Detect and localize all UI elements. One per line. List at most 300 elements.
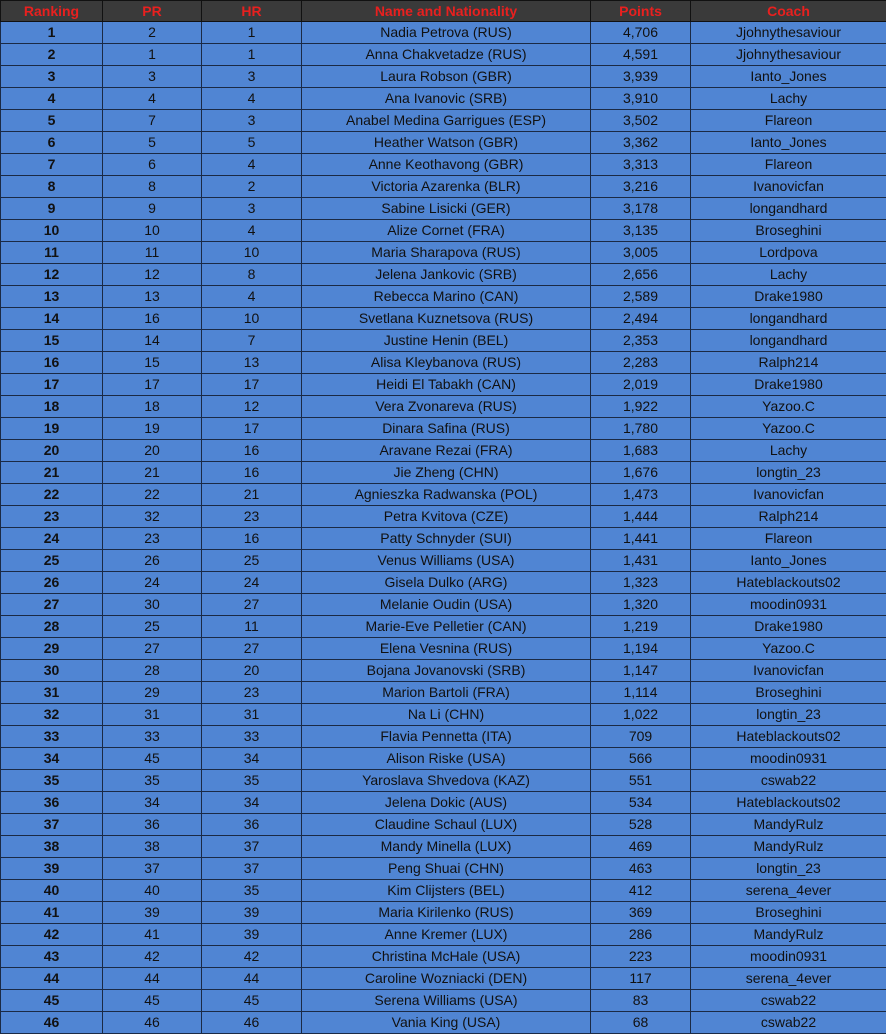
pr-cell: 27: [103, 638, 202, 660]
ranking-cell: 16: [1, 352, 103, 374]
points-cell: 3,178: [591, 198, 691, 220]
points-cell: 709: [591, 726, 691, 748]
pr-cell: 13: [103, 286, 202, 308]
points-cell: 2,283: [591, 352, 691, 374]
player-name-cell: Heather Watson (GBR): [302, 132, 591, 154]
ranking-cell: 43: [1, 946, 103, 968]
player-name-cell: Peng Shuai (CHN): [302, 858, 591, 880]
table-row: [1, 814, 886, 836]
points-cell: 286: [591, 924, 691, 946]
hr-cell: 39: [202, 902, 302, 924]
coach-column-header: Coach: [691, 1, 886, 22]
player-name-cell: Alisa Kleybanova (RUS): [302, 352, 591, 374]
coach-cell: longtin_23: [691, 858, 886, 880]
coach-cell: Ianto_Jones: [691, 66, 886, 88]
player-name-cell: Marie-Eve Pelletier (CAN): [302, 616, 591, 638]
player-name-cell: Serena Williams (USA): [302, 990, 591, 1012]
table-row: [1, 572, 886, 594]
table-row: [1, 968, 886, 990]
table-row: [1, 858, 886, 880]
points-cell: 551: [591, 770, 691, 792]
pr-cell: 46: [103, 1012, 202, 1034]
pr-cell: 25: [103, 616, 202, 638]
table-row: [1, 550, 886, 572]
coach-cell: Yazoo.C: [691, 396, 886, 418]
player-name-cell: Venus Williams (USA): [302, 550, 591, 572]
hr-cell: 16: [202, 462, 302, 484]
table-row: [1, 198, 886, 220]
table-row: [1, 396, 886, 418]
ranking-cell: 2: [1, 44, 103, 66]
player-name-cell: Alison Riske (USA): [302, 748, 591, 770]
table-row: [1, 132, 886, 154]
hr-cell: 45: [202, 990, 302, 1012]
ranking-cell: 19: [1, 418, 103, 440]
points-cell: 412: [591, 880, 691, 902]
ranking-cell: 5: [1, 110, 103, 132]
points-cell: 534: [591, 792, 691, 814]
hr-cell: 11: [202, 616, 302, 638]
hr-cell: 39: [202, 924, 302, 946]
ranking-cell: 37: [1, 814, 103, 836]
hr-cell: 2: [202, 176, 302, 198]
points-cell: 463: [591, 858, 691, 880]
ranking-cell: 21: [1, 462, 103, 484]
hr-cell: 4: [202, 220, 302, 242]
player-name-cell: Jie Zheng (CHN): [302, 462, 591, 484]
pr-cell: 16: [103, 308, 202, 330]
coach-cell: Ianto_Jones: [691, 550, 886, 572]
player-name-cell: Anne Keothavong (GBR): [302, 154, 591, 176]
hr-cell: 17: [202, 418, 302, 440]
player-name-cell: Vania King (USA): [302, 1012, 591, 1034]
pr-cell: 24: [103, 572, 202, 594]
hr-cell: 3: [202, 66, 302, 88]
ranking-cell: 33: [1, 726, 103, 748]
ranking-cell: 23: [1, 506, 103, 528]
pr-cell: 36: [103, 814, 202, 836]
table-row: [1, 154, 886, 176]
coach-cell: longandhard: [691, 198, 886, 220]
pr-cell: 28: [103, 660, 202, 682]
points-cell: 2,494: [591, 308, 691, 330]
player-name-cell: Caroline Wozniacki (DEN): [302, 968, 591, 990]
table-body: [1, 22, 886, 1034]
coach-cell: Hateblackouts02: [691, 726, 886, 748]
ranking-cell: 18: [1, 396, 103, 418]
ranking-cell: 6: [1, 132, 103, 154]
hr-cell: 10: [202, 308, 302, 330]
hr-cell: 10: [202, 242, 302, 264]
coach-cell: moodin0931: [691, 748, 886, 770]
points-cell: 1,323: [591, 572, 691, 594]
hr-cell: 23: [202, 682, 302, 704]
points-cell: 3,313: [591, 154, 691, 176]
ranking-cell: 25: [1, 550, 103, 572]
hr-cell: 35: [202, 880, 302, 902]
coach-cell: MandyRulz: [691, 836, 886, 858]
player-name-cell: Elena Vesnina (RUS): [302, 638, 591, 660]
table-row: [1, 440, 886, 462]
player-name-cell: Marion Bartoli (FRA): [302, 682, 591, 704]
hr-cell: 35: [202, 770, 302, 792]
coach-cell: moodin0931: [691, 946, 886, 968]
hr-cell: 25: [202, 550, 302, 572]
coach-cell: Ianto_Jones: [691, 132, 886, 154]
pr-cell: 42: [103, 946, 202, 968]
ranking-cell: 45: [1, 990, 103, 1012]
points-cell: 1,219: [591, 616, 691, 638]
table-row: [1, 528, 886, 550]
player-name-cell: Anna Chakvetadze (RUS): [302, 44, 591, 66]
hr-cell: 36: [202, 814, 302, 836]
coach-cell: longtin_23: [691, 704, 886, 726]
pr-cell: 44: [103, 968, 202, 990]
table-row: [1, 286, 886, 308]
points-cell: 83: [591, 990, 691, 1012]
table-row: [1, 704, 886, 726]
points-cell: 469: [591, 836, 691, 858]
coach-cell: Flareon: [691, 154, 886, 176]
points-cell: 2,353: [591, 330, 691, 352]
hr-cell: 42: [202, 946, 302, 968]
player-name-cell: Rebecca Marino (CAN): [302, 286, 591, 308]
player-name-cell: Dinara Safina (RUS): [302, 418, 591, 440]
hr-cell: 27: [202, 594, 302, 616]
ranking-cell: 32: [1, 704, 103, 726]
pr-cell: 19: [103, 418, 202, 440]
hr-cell: 21: [202, 484, 302, 506]
hr-cell: 27: [202, 638, 302, 660]
points-cell: 2,656: [591, 264, 691, 286]
coach-cell: Jjohnythesaviour: [691, 22, 886, 44]
player-name-cell: Jelena Jankovic (SRB): [302, 264, 591, 286]
player-name-cell: Kim Clijsters (BEL): [302, 880, 591, 902]
coach-cell: Drake1980: [691, 374, 886, 396]
coach-cell: Flareon: [691, 528, 886, 550]
hr-cell: 4: [202, 154, 302, 176]
pr-cell: 3: [103, 66, 202, 88]
table-row: [1, 924, 886, 946]
points-cell: 4,706: [591, 22, 691, 44]
pr-cell: 29: [103, 682, 202, 704]
table-row: [1, 902, 886, 924]
table-row: [1, 418, 886, 440]
coach-cell: Ivanovicfan: [691, 484, 886, 506]
points-cell: 3,502: [591, 110, 691, 132]
hr-cell: 33: [202, 726, 302, 748]
hr-cell: 17: [202, 374, 302, 396]
hr-cell: 20: [202, 660, 302, 682]
table-row: [1, 616, 886, 638]
points-cell: 4,591: [591, 44, 691, 66]
table-row: [1, 220, 886, 242]
coach-cell: MandyRulz: [691, 924, 886, 946]
table-row: [1, 308, 886, 330]
pr-cell: 23: [103, 528, 202, 550]
pr-cell: 9: [103, 198, 202, 220]
ranking-cell: 26: [1, 572, 103, 594]
coach-cell: Hateblackouts02: [691, 792, 886, 814]
player-name-cell: Anabel Medina Garrigues (ESP): [302, 110, 591, 132]
pr-cell: 4: [103, 88, 202, 110]
table-row: [1, 462, 886, 484]
pr-cell: 6: [103, 154, 202, 176]
hr-cell: 37: [202, 858, 302, 880]
table-row: [1, 264, 886, 286]
ranking-cell: 17: [1, 374, 103, 396]
hr-cell: 16: [202, 440, 302, 462]
coach-cell: cswab22: [691, 770, 886, 792]
player-name-cell: Aravane Rezai (FRA): [302, 440, 591, 462]
hr-cell: 16: [202, 528, 302, 550]
hr-cell: 31: [202, 704, 302, 726]
points-cell: 3,910: [591, 88, 691, 110]
hr-cell: 8: [202, 264, 302, 286]
table-row: [1, 660, 886, 682]
ranking-cell: 29: [1, 638, 103, 660]
pr-cell: 26: [103, 550, 202, 572]
player-name-cell: Petra Kvitova (CZE): [302, 506, 591, 528]
table-row: [1, 66, 886, 88]
coach-cell: cswab22: [691, 1012, 886, 1034]
table-row: [1, 484, 886, 506]
points-cell: 1,431: [591, 550, 691, 572]
pr-cell: 20: [103, 440, 202, 462]
points-cell: 3,216: [591, 176, 691, 198]
table-row: [1, 770, 886, 792]
ranking-cell: 34: [1, 748, 103, 770]
player-name-cell: Yaroslava Shvedova (KAZ): [302, 770, 591, 792]
pr-cell: 2: [103, 22, 202, 44]
pr-cell: 12: [103, 264, 202, 286]
points-cell: 1,683: [591, 440, 691, 462]
coach-cell: Broseghini: [691, 682, 886, 704]
ranking-cell: 31: [1, 682, 103, 704]
coach-cell: Drake1980: [691, 616, 886, 638]
hr-cell: 4: [202, 286, 302, 308]
hr-cell: 7: [202, 330, 302, 352]
ranking-cell: 39: [1, 858, 103, 880]
coach-cell: longandhard: [691, 330, 886, 352]
pr-cell: 30: [103, 594, 202, 616]
coach-cell: Drake1980: [691, 286, 886, 308]
ranking-cell: 41: [1, 902, 103, 924]
hr-cell: 3: [202, 198, 302, 220]
ranking-cell: 38: [1, 836, 103, 858]
player-name-cell: Patty Schnyder (SUI): [302, 528, 591, 550]
pr-cell: 32: [103, 506, 202, 528]
table-header: [1, 1, 886, 22]
ranking-cell: 24: [1, 528, 103, 550]
ranking-cell: 40: [1, 880, 103, 902]
pr-cell: 15: [103, 352, 202, 374]
points-column-header: Points: [591, 1, 691, 22]
hr-cell: 23: [202, 506, 302, 528]
hr-cell: 44: [202, 968, 302, 990]
points-cell: 1,320: [591, 594, 691, 616]
points-cell: 528: [591, 814, 691, 836]
points-cell: 223: [591, 946, 691, 968]
points-cell: 1,780: [591, 418, 691, 440]
pr-column-header: PR: [103, 1, 202, 22]
ranking-cell: 13: [1, 286, 103, 308]
player-name-cell: Anne Kremer (LUX): [302, 924, 591, 946]
ranking-cell: 11: [1, 242, 103, 264]
table-row: [1, 726, 886, 748]
pr-cell: 10: [103, 220, 202, 242]
player-name-cell: Christina McHale (USA): [302, 946, 591, 968]
player-name-cell: Alize Cornet (FRA): [302, 220, 591, 242]
hr-cell: 12: [202, 396, 302, 418]
player-name-cell: Melanie Oudin (USA): [302, 594, 591, 616]
ranking-cell: 4: [1, 88, 103, 110]
ranking-cell: 20: [1, 440, 103, 462]
table-row: [1, 22, 886, 44]
player-name-cell: Victoria Azarenka (BLR): [302, 176, 591, 198]
ranking-cell: 10: [1, 220, 103, 242]
points-cell: 3,135: [591, 220, 691, 242]
player-name-cell: Laura Robson (GBR): [302, 66, 591, 88]
pr-cell: 22: [103, 484, 202, 506]
pr-cell: 17: [103, 374, 202, 396]
player-name-cell: Justine Henin (BEL): [302, 330, 591, 352]
ranking-cell: 46: [1, 1012, 103, 1034]
coach-cell: Ralph214: [691, 352, 886, 374]
hr-cell: 46: [202, 1012, 302, 1034]
ranking-column-header: Ranking: [1, 1, 103, 22]
player-name-cell: Mandy Minella (LUX): [302, 836, 591, 858]
points-cell: 369: [591, 902, 691, 924]
player-name-cell: Jelena Dokic (AUS): [302, 792, 591, 814]
coach-cell: longtin_23: [691, 462, 886, 484]
pr-cell: 39: [103, 902, 202, 924]
table-row: [1, 836, 886, 858]
player-name-cell: Maria Sharapova (RUS): [302, 242, 591, 264]
table-row: [1, 330, 886, 352]
hr-cell: 1: [202, 22, 302, 44]
header-row: [1, 1, 886, 22]
player-name-cell: Bojana Jovanovski (SRB): [302, 660, 591, 682]
ranking-cell: 12: [1, 264, 103, 286]
coach-cell: Broseghini: [691, 902, 886, 924]
ranking-cell: 9: [1, 198, 103, 220]
points-cell: 1,473: [591, 484, 691, 506]
table-row: [1, 682, 886, 704]
points-cell: 566: [591, 748, 691, 770]
hr-cell: 4: [202, 88, 302, 110]
player-name-cell: Ana Ivanovic (SRB): [302, 88, 591, 110]
ranking-cell: 35: [1, 770, 103, 792]
hr-cell: 24: [202, 572, 302, 594]
pr-cell: 35: [103, 770, 202, 792]
pr-cell: 1: [103, 44, 202, 66]
pr-cell: 41: [103, 924, 202, 946]
player-name-cell: Maria Kirilenko (RUS): [302, 902, 591, 924]
table-row: [1, 352, 886, 374]
coach-cell: cswab22: [691, 990, 886, 1012]
table-row: [1, 748, 886, 770]
pr-cell: 5: [103, 132, 202, 154]
points-cell: 3,939: [591, 66, 691, 88]
points-cell: 1,022: [591, 704, 691, 726]
player-name-cell: Claudine Schaul (LUX): [302, 814, 591, 836]
ranking-cell: 27: [1, 594, 103, 616]
table-row: [1, 946, 886, 968]
coach-cell: Ralph214: [691, 506, 886, 528]
ranking-cell: 30: [1, 660, 103, 682]
points-cell: 1,114: [591, 682, 691, 704]
pr-cell: 7: [103, 110, 202, 132]
points-cell: 2,019: [591, 374, 691, 396]
points-cell: 1,922: [591, 396, 691, 418]
pr-cell: 45: [103, 990, 202, 1012]
table-row: [1, 242, 886, 264]
coach-cell: Lachy: [691, 440, 886, 462]
player-name-cell: Agnieszka Radwanska (POL): [302, 484, 591, 506]
coach-cell: Flareon: [691, 110, 886, 132]
table-row: [1, 44, 886, 66]
ranking-cell: 22: [1, 484, 103, 506]
ranking-cell: 28: [1, 616, 103, 638]
table-row: [1, 594, 886, 616]
ranking-cell: 8: [1, 176, 103, 198]
player-name-cell: Svetlana Kuznetsova (RUS): [302, 308, 591, 330]
hr-cell: 34: [202, 748, 302, 770]
points-cell: 3,005: [591, 242, 691, 264]
points-cell: 1,444: [591, 506, 691, 528]
coach-cell: Lordpova: [691, 242, 886, 264]
hr-cell: 34: [202, 792, 302, 814]
player-name-cell: Heidi El Tabakh (CAN): [302, 374, 591, 396]
hr-cell: 37: [202, 836, 302, 858]
name-column-header: Name and Nationality: [302, 1, 591, 22]
pr-cell: 34: [103, 792, 202, 814]
points-cell: 68: [591, 1012, 691, 1034]
table-row: [1, 176, 886, 198]
table-row: [1, 638, 886, 660]
points-cell: 1,441: [591, 528, 691, 550]
ranking-cell: 15: [1, 330, 103, 352]
points-cell: 117: [591, 968, 691, 990]
table-row: [1, 880, 886, 902]
table-row: [1, 110, 886, 132]
table-row: [1, 506, 886, 528]
coach-cell: serena_4ever: [691, 968, 886, 990]
table-row: [1, 990, 886, 1012]
pr-cell: 18: [103, 396, 202, 418]
ranking-cell: 36: [1, 792, 103, 814]
pr-cell: 21: [103, 462, 202, 484]
player-name-cell: Nadia Petrova (RUS): [302, 22, 591, 44]
player-name-cell: Vera Zvonareva (RUS): [302, 396, 591, 418]
coach-cell: Yazoo.C: [691, 638, 886, 660]
hr-cell: 1: [202, 44, 302, 66]
player-name-cell: Gisela Dulko (ARG): [302, 572, 591, 594]
coach-cell: longandhard: [691, 308, 886, 330]
coach-cell: Broseghini: [691, 220, 886, 242]
ranking-cell: 7: [1, 154, 103, 176]
points-cell: 1,676: [591, 462, 691, 484]
coach-cell: Ivanovicfan: [691, 176, 886, 198]
pr-cell: 40: [103, 880, 202, 902]
pr-cell: 31: [103, 704, 202, 726]
hr-cell: 5: [202, 132, 302, 154]
coach-cell: moodin0931: [691, 594, 886, 616]
coach-cell: Yazoo.C: [691, 418, 886, 440]
player-name-cell: Sabine Lisicki (GER): [302, 198, 591, 220]
coach-cell: Lachy: [691, 264, 886, 286]
